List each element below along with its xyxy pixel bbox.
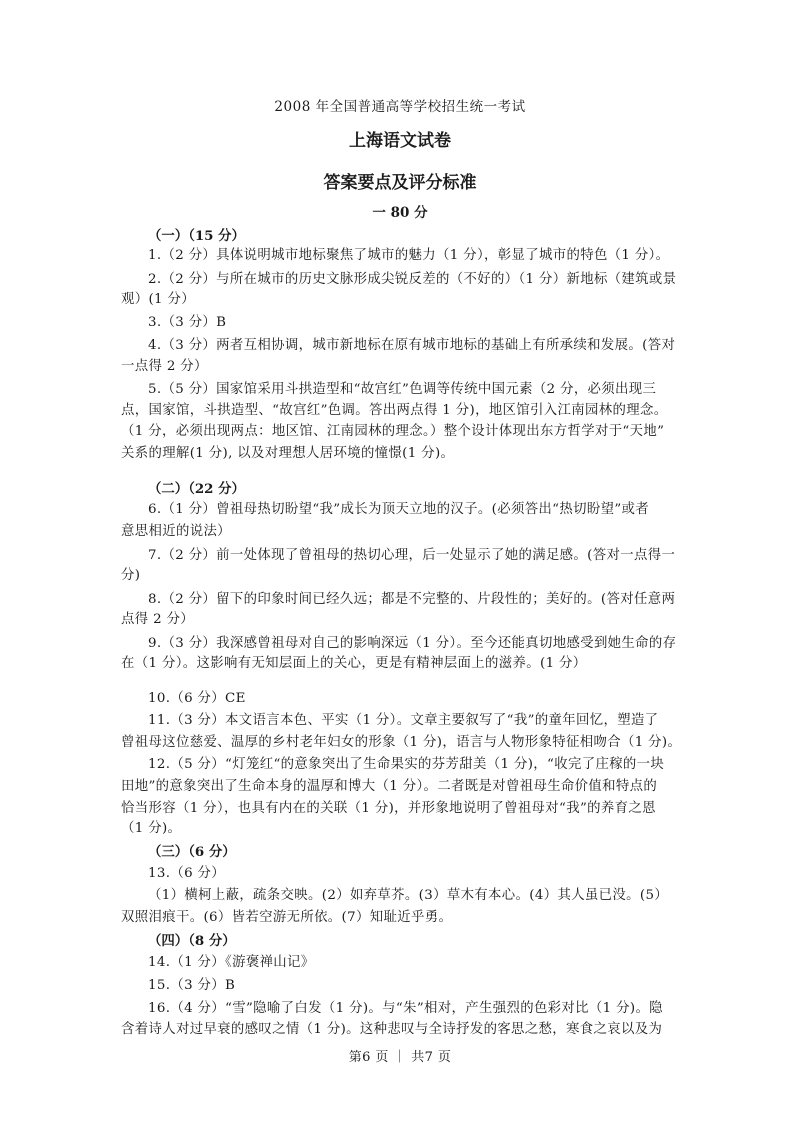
answer-line: 点得 2 分） xyxy=(121,612,195,627)
answer-line: 14.（1 分）《游褒禅山记》 xyxy=(148,955,315,970)
answer-line: 16.（4 分）“雪”隐喻了白发（1 分)。与“朱”相对，产生强烈的色彩对比（1 分)。隐 xyxy=(148,1001,663,1016)
answer-line: 6.（1 分）曾祖母热切盼望“我”成长为顶天立地的汉子。(必须答出“热切盼望”或者 xyxy=(148,502,650,517)
answer-line: 田地”的意象突出了生命本身的温厚和博大（1 分）。二者既是对曾祖母生命价值和特点的 xyxy=(121,779,658,794)
answer-line: 2.（2 分）与所在城市的历史文脉形成尖锐反差的（不好的）（1 分）新地标（建筑或景 xyxy=(148,272,677,287)
answer-line: 一点得 2 分） xyxy=(121,359,208,374)
section-heading-4: （四）（8 分） xyxy=(148,933,236,949)
answer-line: 10.（6 分）CE xyxy=(148,691,246,706)
answer-line: 1.（2 分）具体说明城市地标聚焦了城市的魅力（1 分），彰显了城市的特色（1 分）。 xyxy=(148,248,670,263)
answer-line: 双照泪痕干。(6）皆若空游无所依。(7）知耻近乎勇。 xyxy=(121,910,453,925)
answer-line: （1 分，必须出现两点：地区馆、江南园林的理念。）整个设计体现出东方哲学对于“天地” xyxy=(121,424,665,439)
answer-line: 3.（3 分）B xyxy=(148,315,227,330)
answer-line: 恰当形容（1 分），也具有内在的关联（1 分)，并形象地说明了曾祖母对“我”的养育之恩 xyxy=(121,801,656,816)
answer-line: 观）(1 分） xyxy=(121,292,196,307)
page-footer: 第6 页 ｜ 共7 页 xyxy=(348,1050,452,1065)
answer-title: 答案要点及评分标准 xyxy=(323,173,477,193)
answer-line: 8.（2 分）留下的印象时间已经久远；都是不完整的、片段性的；美好的。(答对任意两 xyxy=(148,592,676,607)
part-title: 一 80 分 xyxy=(372,205,428,221)
section-heading-3: （三）（6 分） xyxy=(148,844,236,860)
answer-line: （1 分)。 xyxy=(121,821,182,836)
answer-line: 意思相近的说法） xyxy=(121,524,231,539)
answer-line: 分) xyxy=(121,568,141,583)
answer-line: （1）横柯上蔽，疏条交映。(2）如弃草芥。(3）草木有本心。(4）其人虽已没。(5） xyxy=(148,888,669,903)
answer-line: 点，国家馆，斗拱造型、“故宫红”色调。答出两点得 1 分)，地区馆引入江南园林的理念。 xyxy=(121,403,668,418)
answer-line: 曾祖母这位慈爱、温厚的乡村老年妇女的形象（1 分)，语言与人物形象特征相吻合（1 分)。 xyxy=(121,735,682,750)
answer-line: 7.（2 分）前一处体现了曾祖母的热切心理，后一处显示了她的满足感。(答对一点得一 xyxy=(148,548,676,563)
answer-line: 13.（6 分） xyxy=(148,866,226,881)
answer-line: 关系的理解(1 分), 以及对理想人居环境的憧憬(1 分)。 xyxy=(121,446,455,461)
answer-line: 9.（3 分）我深感曾祖母对自己的影响深远（1 分）。至今还能真切地感受到她生命的存 xyxy=(148,636,677,651)
answer-line: 12.（5 分）“灯笼红“的意象突出了生命果实的芬芳甜美（1 分)，“收完了庄稼的一块 xyxy=(148,757,665,772)
answer-line: 11.（3 分）本文语言本色、平实（1 分）。文章主要叙写了“我”的童年回忆，塑造了 xyxy=(148,713,659,728)
section-heading-1: （一）（15 分） xyxy=(148,228,245,244)
answer-line: 在（1 分）。这影响有无知层面上的关心，更是有精神层面上的滋养。(1 分） xyxy=(121,656,587,671)
paper-title: 上海语文试卷 xyxy=(349,131,451,151)
exam-title: 2008 年全国普通高等学校招生统一考试 xyxy=(274,99,526,115)
answer-line: 15.（3 分）B xyxy=(148,978,236,993)
answer-line: 4.（3 分）两者互相协调，城市新地标在原有城市地标的基础上有所承续和发展。(答对 xyxy=(148,338,676,353)
answer-line: 5.（5 分）国家馆采用斗拱造型和“故宫红”色调等传统中国元素（2 分，必须出现三 xyxy=(148,382,657,397)
section-heading-2: （二）（22 分） xyxy=(148,481,245,497)
answer-line: 含着诗人对过早衰的感叹之情（1 分)。这种悲叹与全诗抒发的客思之愁，寒食之哀以及为 xyxy=(121,1022,663,1037)
